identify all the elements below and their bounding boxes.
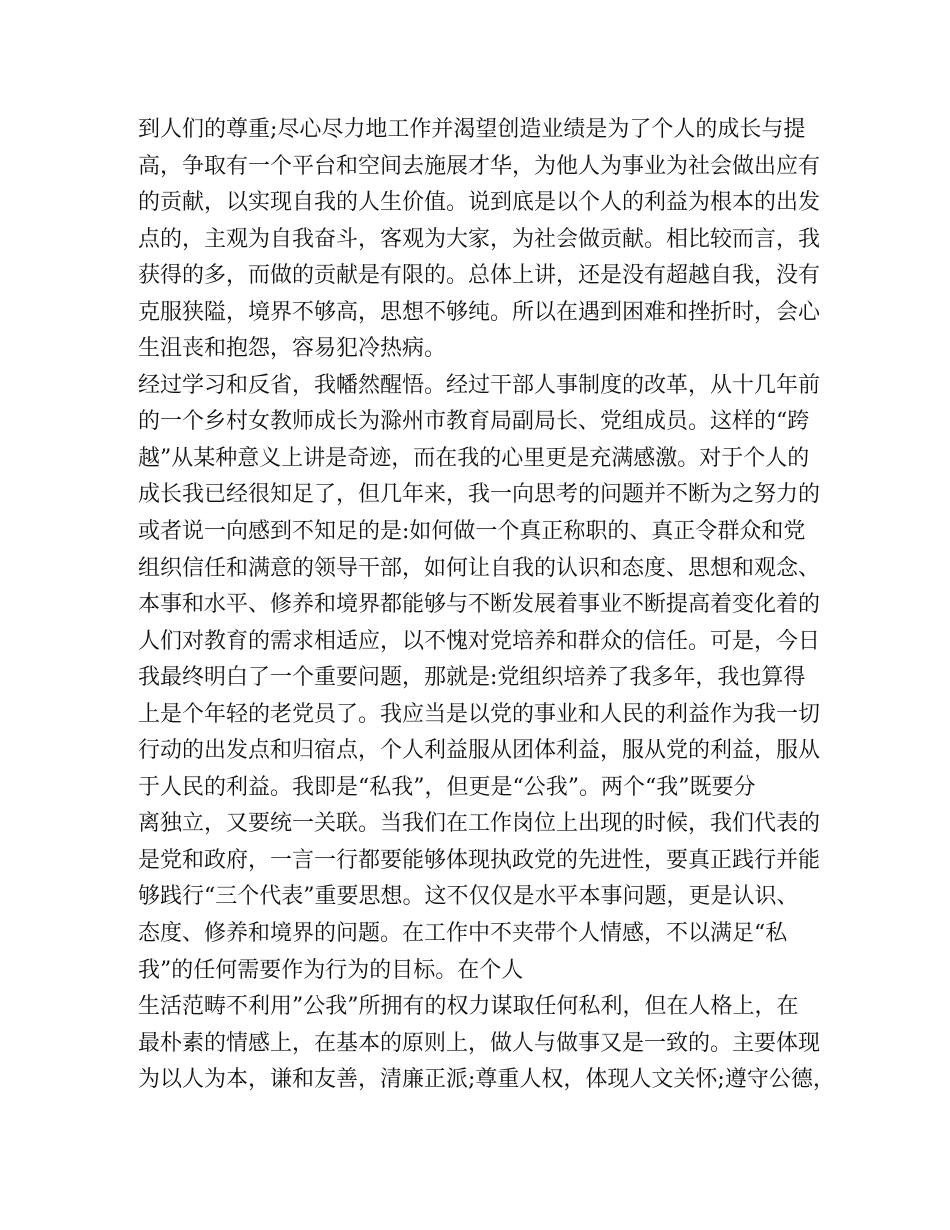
text-line: 是党和政府，一言一行都要能够体现执政党的先进性，要真正践行并能: [138, 847, 821, 873]
text-line: 为以人为本，谦和友善，清廉正派;尊重人权，体现人文关怀;遵守公德，: [138, 1067, 835, 1093]
text-line: 本事和水平、修养和境界都能够与不断发展着事业不断提高着变化着的: [138, 592, 821, 618]
text-line: 态度、修养和境界的问题。在工作中不夹带个人情感，不以满足“私: [138, 921, 788, 947]
text-line: 高，争取有一个平台和空间去施展才华，为他人为事业为社会做出应有: [138, 153, 821, 179]
body-text: [138, 112, 835, 1099]
text-line: 生沮丧和抱怨，容易犯冷热病。: [138, 336, 447, 362]
text-line: 克服狭隘，境界不够高，思想不够纯。所以在遇到困难和挫折时，会心: [138, 299, 821, 325]
text-line: 离独立，又要统一关联。当我们在工作岗位上出现的时候，我们代表的: [138, 811, 821, 837]
text-line: 组织信任和满意的领导干部，如何让自我的认识和态度、思想和观念、: [138, 555, 821, 581]
text-line: 越”从某种意义上讲是奇迹，而在我的心里更是充满感激。对于个人的: [138, 445, 810, 471]
text-line: 最朴素的情感上，在基本的原则上，做人与做事又是一致的。主要体现: [138, 1030, 821, 1056]
text-line: 我”的任何需要作为行为的目标。在个人: [138, 957, 524, 983]
text-line: 成长我已经很知足了，但几年来，我一向思考的问题并不断为之努力的: [138, 482, 821, 508]
text-line: 生活范畴不利用”公我”所拥有的权力谋取任何私利，但在人格上，在: [138, 994, 799, 1020]
text-line: 我最终明白了一个重要问题，那就是:党组织培养了我多年，我也算得: [138, 665, 806, 691]
text-line: 于人民的利益。我即是“私我”，但更是“公我”。两个“我”既要分: [138, 774, 756, 800]
text-line: 经过学习和反省，我幡然醒悟。经过干部人事制度的改革，从十几年前: [138, 372, 821, 398]
text-line: 的一个乡村女教师成长为滁州市教育局副局长、党组成员。这样的“跨: [138, 409, 810, 435]
text-line: 或者说一向感到不知足的是:如何做一个真正称职的、真正令群众和党: [138, 519, 806, 545]
text-line: 行动的出发点和归宿点，个人利益服从团体利益，服从党的利益，服从: [138, 738, 821, 764]
text-line: 到人们的尊重;尽心尽力地工作并渴望创造业绩是为了个人的成长与提: [138, 117, 806, 142]
text-line: 人们对教育的需求相适应，以不愧对党培养和群众的信任。可是，今日: [138, 628, 821, 654]
text-line: 上是个年轻的老党员了。我应当是以党的事业和人民的利益作为我一切: [138, 701, 821, 727]
text-line: 的贡献，以实现自我的人生价值。说到底是以个人的利益为根本的出发: [138, 190, 821, 216]
text-line: 点的，主观为自我奋斗，客观为大家，为社会做贡献。相比较而言，我: [138, 226, 821, 252]
text-line: 够践行“三个代表”重要思想。这不仅仅是水平本事问题，更是认识、: [138, 884, 799, 910]
text-line: 获得的多，而做的贡献是有限的。总体上讲，还是没有超越自我，没有: [138, 263, 821, 289]
